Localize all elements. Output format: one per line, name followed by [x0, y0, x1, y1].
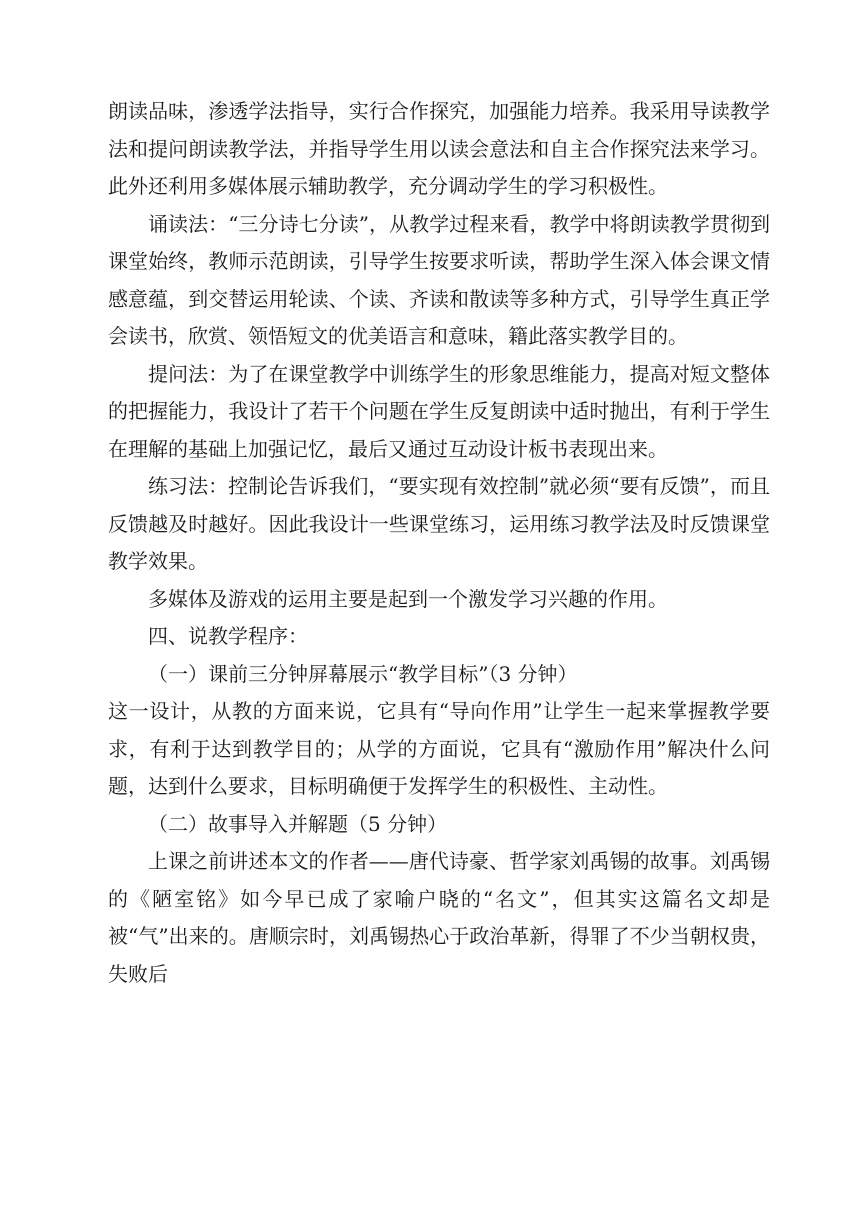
subsection-heading-objectives: （一）课前三分钟屏幕展示“教学目标”（3 分钟） [148, 661, 578, 686]
paragraph-questioning-method: 提问法：为了在课堂教学中训练学生的形象思维能力，提高对短文整体的把握能力，我设计了若干个问题在学生反复朗读中适时抛出，有利于学生在理解的基础上加强记忆，最后又通过互动设计板书表现出来。 [108, 361, 770, 461]
paragraph-author-story: 上课之前讲述本文的作者——唐代诗豪、哲学家刘禹锡的故事。刘禹锡的《陋室铭》如今早已成了家喻户晓的“名文”，但其实这篇名文却是被“气”出来的。唐顺宗时，刘禹锡热心于政治革新，得罪了不少当朝权贵，失败后 [108, 849, 770, 986]
section-heading-teaching-procedure: 四、说教学程序： [148, 624, 308, 648]
paragraph-practice-method: 练习法：控制论告诉我们，“要实现有效控制”就必须“要有反馈”，而且反馈越及时越好。因此我设计一些课堂练习，运用练习教学法及时反馈课堂教学效果。 [108, 474, 770, 573]
paragraph-recitation-method: 诵读法：“三分诗七分读”，从教学过程来看，教学中将朗读教学贯彻到课堂始终，教师示范朗读，引导学生按要求听读，帮助学生深入体会课文情感意蕴，到交替运用轮读、个读、齐读和散读等多种方式，引导学生真正学会读书，欣赏、领悟短文的优美语言和意味，籍此落实教学目的。 [108, 211, 770, 348]
document-body [108, 93, 770, 993]
paragraph-multimedia: 多媒体及游戏的运用主要是起到一个激发学习兴趣的作用。 [148, 586, 668, 611]
paragraph-objectives-design: 这一设计，从教的方面来说，它具有“导向作用”让学生一起来掌握教学要求，有利于达到教学目的；从学的方面说，它具有“激励作用”解决什么问题，达到什么要求，目标明确便于发挥学生的积极性、主动性。 [108, 699, 770, 798]
subsection-heading-story-intro: （二）故事导入并解题（5 分钟） [148, 811, 448, 836]
paragraph-teaching-method-intro: 朗读品味，渗透学法指导，实行合作探究，加强能力培养。我采用导读教学法和提问朗读教学法，并指导学生用以读会意法和自主合作探究法来学习。此外还利用多媒体展示辅助教学，充分调动学生的学习积极性。 [108, 99, 770, 198]
